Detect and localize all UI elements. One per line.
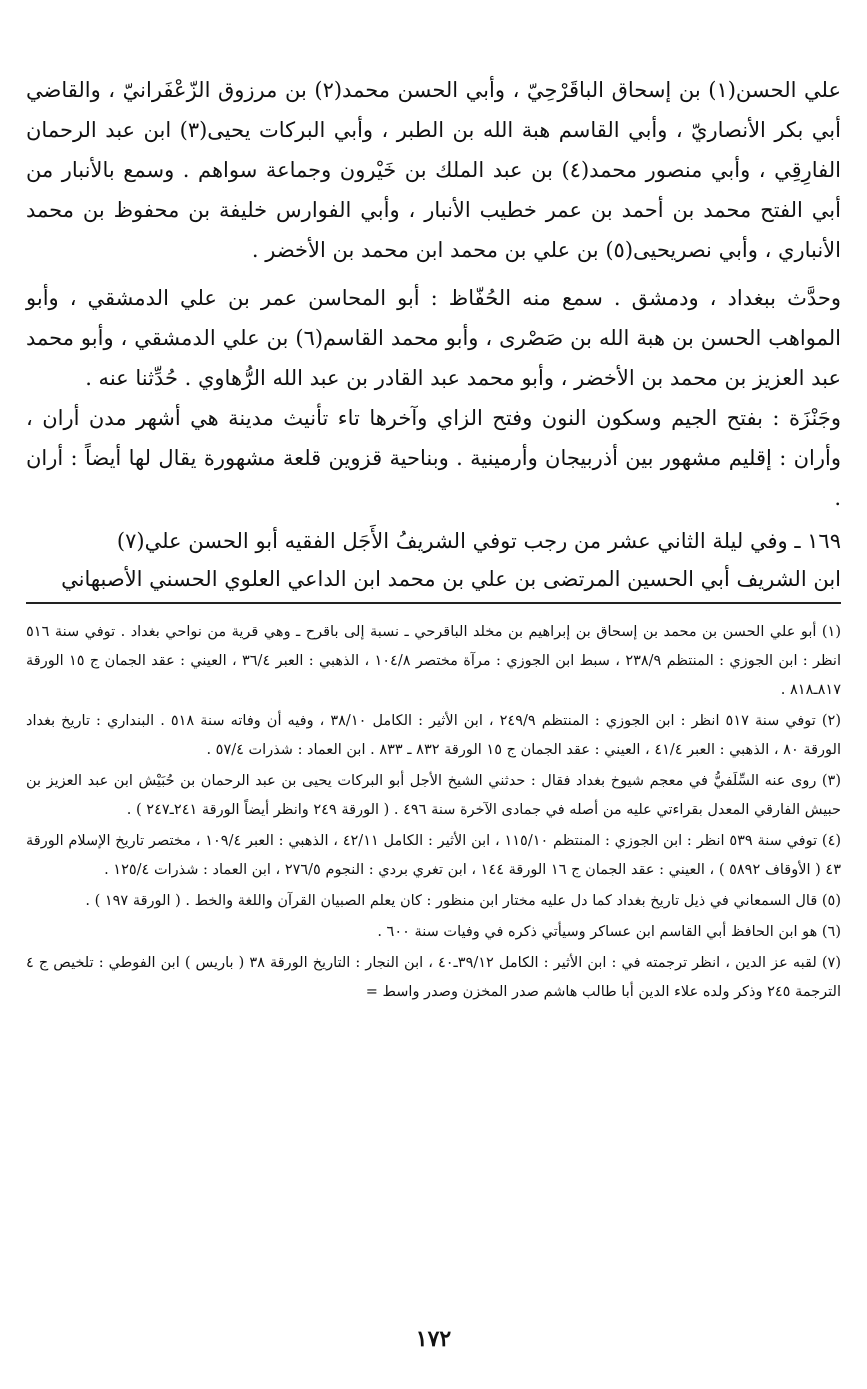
- entry-heading-line-2: ابن الشريف أبي الحسين المرتضى بن علي بن محمد ابن الداعي العلوي الحسني الأصبهاني: [61, 567, 841, 591]
- footnote-1: (١) أبو علي الحسن بن محمد بن إسحاق بن إبراهيم بن مخلد الباقرحي ـ نسبة إلى باقرح ـ وهي قرية من نواحي بغداد . توفي سنة ٥١٦ انظر : ابن الجوزي : المنتظم ٢٣٨/٩ ، سبط ابن الجوزي : مرآة مختصر ١٠٤/٨ ، الذهبي : العبر ٣٦/٤ ، العيني : عقد الجمان ج ١٥ الورقة ٨١٧ـ٨١٨ .: [26, 624, 841, 698]
- entry-169: [26, 522, 841, 604]
- body-paragraph-3: وجَنْزَة : بفتح الجيم وسكون النون وفتح الزاي وآخرها تاء تأنيث مدينة هي أشهر مدن أران ، وأران : إقليم مشهور بين أذربيجان وأرمينية . وبناحية قزوين قلعة مشهورة يقال لها أيضاً : أران .: [26, 406, 841, 510]
- footnote-5: (٥) قال السمعاني في ذيل تاريخ بغداد كما دل عليه مختار ابن منظور : كان يعلم الصبيان القرآن واللغة والخط . ( الورقة ١٩٧ ) .: [85, 893, 841, 909]
- entry-heading-line-1: ١٦٩ ـ وفي ليلة الثاني عشر من رجب توفي الشريفُ الأَجَل الفقيه أبو الحسن علي(٧): [116, 529, 841, 553]
- footnotes: [26, 618, 841, 1007]
- footnote-2: (٢) توفي سنة ٥١٧ انظر : ابن الجوزي : المنتظم ٢٤٩/٩ ، ابن الأثير : الكامل ٣٨/١٠ ، وفيه أن وفاته سنة ٥١٨ . البنداري : تاريخ بغداد الورقة ٨٠ ، الذهبي : العبر ٤١/٤ ، العيني : عقد الجمان ج ١٥ الورقة ٨٣٢ ـ ٨٣٣ . ابن العماد : شذرات ٥٧/٤ .: [26, 713, 842, 758]
- footnote-separator-rule: [26, 602, 841, 604]
- footnote-3: (٣) روى عنه السِّلَفيُّ في معجم شيوخ بغداد فقال : حدثني الشيخ الأجل أبو البركات يحيى بن عبد الرحمان بن حُبَيْش ابن عبد العزيز بن حبيش الفارقي المعدل بقراءتي عليه من أصله في جمادى الآخرة سنة ٤٩٦ . ( الورقة ٢٤٩ وانظر أيضاً الورقة ٢٤١ـ٢٤٧ ) .: [26, 773, 841, 818]
- page-content: [26, 70, 841, 1009]
- page-number: ١٧٢: [415, 1326, 452, 1352]
- footnote-4: (٤) توفي سنة ٥٣٩ انظر : ابن الجوزي : المنتظم ١١٥/١٠ ، ابن الأثير : الكامل ٤٢/١١ ، الذهبي : العبر ١٠٩/٤ ، مختصر تاريخ الإسلام الورقة ٤٣ ( الأوقاف ٥٨٩٢ ) ، العيني : عقد الجمان ج ١٦ الورقة ١٤٤ ، ابن تغري بردي : النجوم ٢٧٦/٥ ، ابن العماد : شذرات ١٢٥/٤ .: [26, 833, 842, 878]
- body-paragraph-1: علي الحسن(١) بن إسحاق الباقَرْحِيّ ، وأبي الحسن محمد(٢) بن مرزوق الزّعْفَرانيّ ، والقاضي أبي بكر الأنصاريّ ، وأبي القاسم هبة الله بن الطبر ، وأبي البركات يحيى(٣) ابن عبد الرحمان الفارِقِي ، وأبي منصور محمد(٤) بن عبد الملك بن خَيْرون وجماعة سواهم . وسمع بالأنبار من أبي الفتح محمد بن أحمد بن عمر خطيب الأنبار ، وأبي الفوارس خليفة بن محفوظ بن محمد الأنباري ، وأبي نصريحيى(٥) بن علي بن محمد ابن محمد بن الأخضر .: [26, 78, 842, 262]
- body-paragraph-2: وحدَّث ببغداد ، ودمشق . سمع منه الحُفّاظ : أبو المحاسن عمر بن علي الدمشقي ، وأبو المواهب الحسن بن هبة الله بن صَصْرى ، وأبو محمد القاسم(٦) بن علي الدمشقي ، وأبو محمد عبد العزيز بن محمد بن الأخضر ، وأبو محمد عبد القادر بن عبد الله الرُّهاوي . حُدِّثنا عنه .: [26, 286, 841, 390]
- footnote-6: (٦) هو ابن الحافظ أبي القاسم ابن عساكر وسيأتي ذكره في وفيات سنة ٦٠٠ .: [377, 924, 841, 940]
- footnote-7: (٧) لقبه عز الدين ، انظر ترجمته في : ابن الأثير : الكامل ٣٩/١٢ـ٤٠ ، ابن النجار : التاريخ الورقة ٣٨ ( باريس ) ابن الفوطي : تلخيص ج ٤ الترجمة ٢٤٥ وذكر ولده علاء الدين أبا طالب هاشم صدر المخزن وصدر واسط =: [26, 955, 841, 1000]
